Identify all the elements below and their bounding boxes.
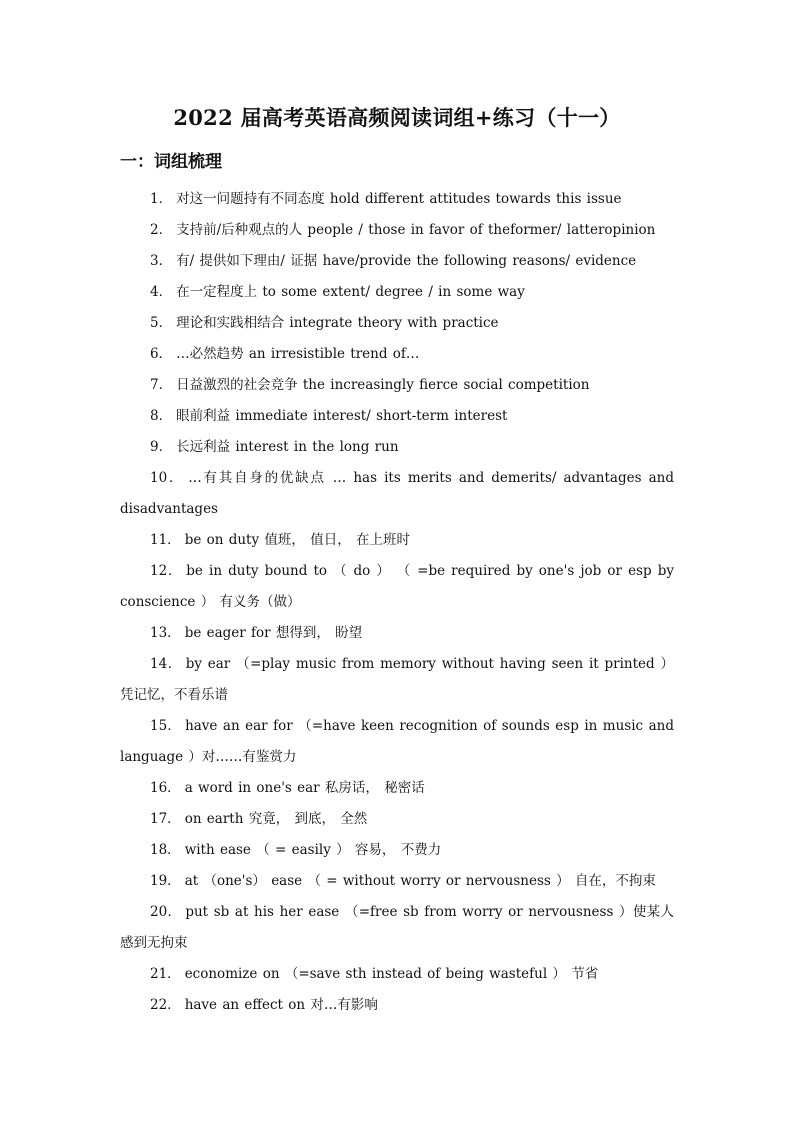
- item-text: 日益激烈的社会竞争 the increasingly fierce social competition: [176, 377, 590, 393]
- list-item: [120, 556, 674, 618]
- item-text: 在一定程度上 to some extent/ degree / in some way: [176, 284, 525, 300]
- item-text: be eager for 想得到， 盼望: [184, 625, 363, 641]
- item-number: 11．: [150, 532, 181, 548]
- item-text: 有/ 提供如下理由/ 证据 have/provide the following reasons/ evidence: [176, 253, 637, 269]
- item-number: 22．: [150, 997, 181, 1013]
- list-item: [120, 308, 674, 339]
- item-number: 15．: [150, 718, 182, 734]
- item-number: 14．: [150, 656, 182, 672]
- list-item: [120, 246, 674, 277]
- item-number: 4．: [150, 284, 173, 300]
- item-text: on earth 究竟， 到底， 全然: [184, 811, 368, 827]
- item-number: 21．: [150, 966, 181, 982]
- list-item: [120, 463, 674, 525]
- item-number: 3．: [150, 253, 173, 269]
- item-text: be in duty bound to （ do ） （ =be required by one's job or esp by conscience ） 有义务（做）: [120, 563, 674, 610]
- item-text: …必然趋势 an irresistible trend of…: [176, 346, 420, 362]
- item-number: 17．: [150, 811, 181, 827]
- item-number: 18．: [150, 842, 181, 858]
- item-text: by ear （=play music from memory without having seen it printed ） 凭记忆，不看乐谱: [120, 656, 674, 703]
- item-number: 6．: [150, 346, 173, 362]
- item-number: 1．: [150, 191, 173, 207]
- item-number: 20．: [150, 904, 182, 920]
- item-text: have an effect on 对…有影响: [184, 997, 378, 1013]
- item-text: a word in one's ear 私房话， 秘密话: [184, 780, 425, 796]
- item-number: 5．: [150, 315, 173, 331]
- item-text: at （one's） ease （ = without worry or nervousness ） 自在，不拘束: [184, 873, 656, 889]
- item-text: 支持前/后种观点的人 people / those in favor of theformer/ latteropinion: [176, 222, 656, 238]
- item-number: 2．: [150, 222, 173, 238]
- list-item: [120, 990, 674, 1021]
- item-text: 长远利益 interest in the long run: [176, 439, 399, 455]
- list-item: [120, 804, 674, 835]
- item-number: 7．: [150, 377, 173, 393]
- item-number: 12．: [150, 563, 183, 579]
- page-title: 2022 届高考英语高频阅读词组+练习（十一）: [173, 105, 621, 130]
- list-item: [120, 866, 674, 897]
- list-item: [120, 339, 674, 370]
- list-item: [120, 432, 674, 463]
- list-item: [120, 773, 674, 804]
- list-item: [120, 184, 674, 215]
- item-text: economize on （=save sth instead of being wasteful ） 节省: [184, 966, 599, 982]
- item-text: …有其自身的优缺点 … has its merits and demerits/ advantages and disadvantages: [120, 470, 674, 517]
- item-number: 8．: [150, 408, 173, 424]
- item-text: be on duty 值班， 值日， 在上班时: [184, 532, 410, 548]
- item-text: put sb at his her ease （=free sb from worry or nervousness ）使某人感到无拘束: [120, 904, 674, 951]
- list-item: [120, 649, 674, 711]
- list-item: [120, 370, 674, 401]
- item-number: 16．: [150, 780, 181, 796]
- item-text: with ease （ = easily ） 容易， 不费力: [184, 842, 442, 858]
- list-item: [120, 277, 674, 308]
- list-item: [120, 401, 674, 432]
- list-item: [120, 835, 674, 866]
- item-number: 10．: [150, 470, 185, 486]
- phrase-list: [120, 184, 674, 1021]
- list-item: [120, 618, 674, 649]
- list-item: [120, 711, 674, 773]
- list-item: [120, 959, 674, 990]
- list-item: [120, 215, 674, 246]
- item-text: 对这一问题持有不同态度 hold different attitudes towards this issue: [176, 191, 622, 207]
- list-item: [120, 897, 674, 959]
- section-heading: 一：词组梳理: [120, 152, 222, 172]
- item-text: 眼前利益 immediate interest/ short-term interest: [176, 408, 508, 424]
- item-number: 19．: [150, 873, 181, 889]
- item-text: 理论和实践相结合 integrate theory with practice: [176, 315, 499, 331]
- list-item: [120, 525, 674, 556]
- item-number: 9．: [150, 439, 173, 455]
- item-text: have an ear for （=have keen recognition of sounds esp in music and language ）对……有鉴赏力: [120, 718, 674, 765]
- item-number: 13．: [150, 625, 181, 641]
